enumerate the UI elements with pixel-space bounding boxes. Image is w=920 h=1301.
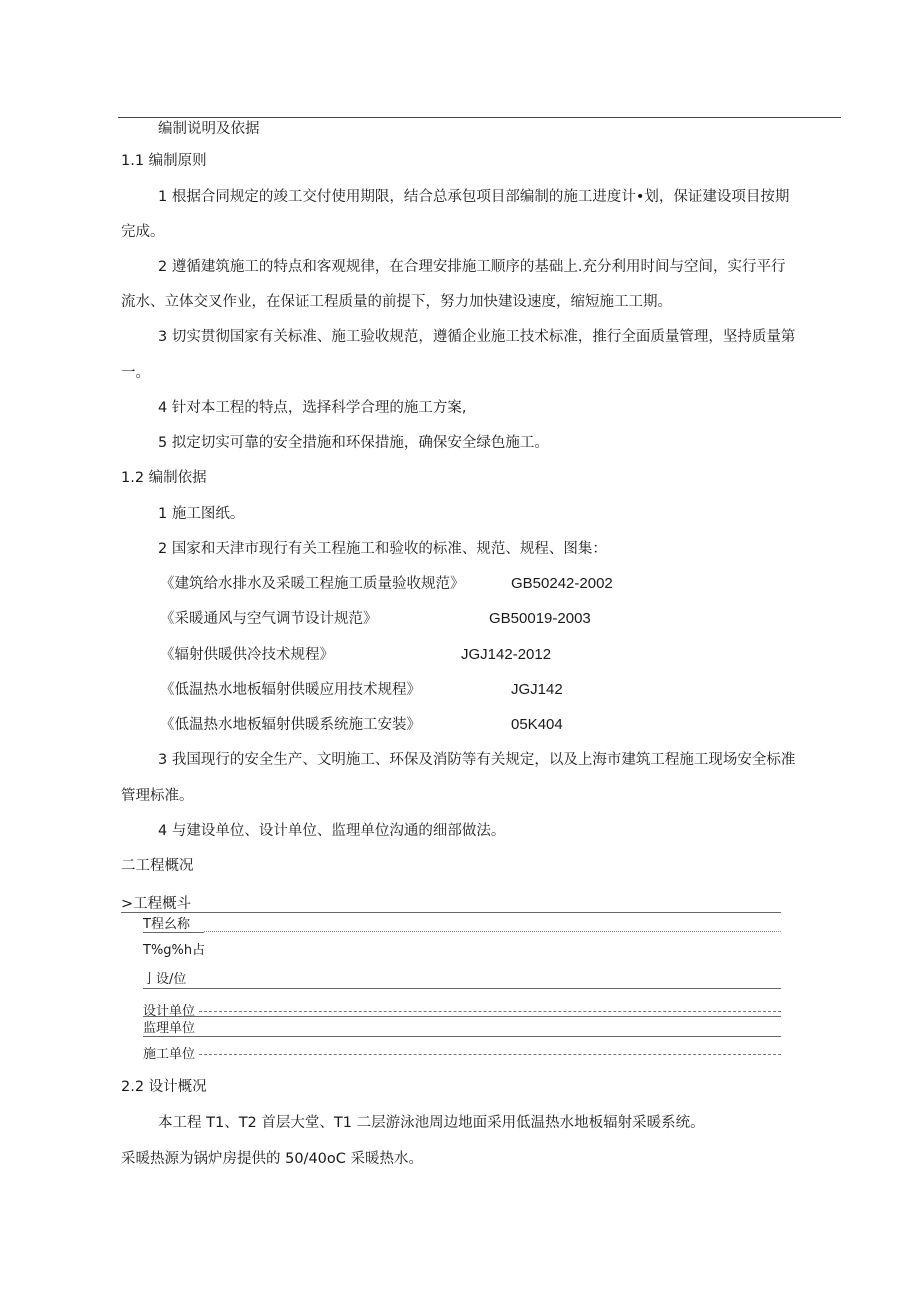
- standard-name: 《辐射供暖供冷技术规程》: [160, 647, 334, 663]
- principle-5: 5 拟定切实可靠的安全措施和环保措施，确保安全绿色施工。: [158, 435, 549, 451]
- standard-code: GB50242-2002: [511, 575, 613, 592]
- section-2-2-title: 2.2 设计概况: [121, 1079, 207, 1095]
- table-rule: [204, 931, 781, 932]
- basis-3-line-1: 3 我国现行的安全生产、文明施工、环保及消防等有关规定，以及上海市建筑工程施工现场安全标准: [158, 752, 796, 768]
- standard-code: JGJ142: [511, 681, 563, 698]
- table-rule: [143, 988, 781, 989]
- overview-table-heading: >工程概斗: [121, 896, 192, 912]
- standard-name: 《低温热水地板辐射供暖系统施工安装》: [160, 717, 421, 733]
- standard-code: JGJ142-2012: [461, 646, 552, 663]
- basis-2: 2 国家和天津市现行有关工程施工和验收的标准、规范、规程、图集：: [158, 541, 607, 557]
- principle-3-line-1: 3 切实贯彻国家有关标准、施工验收规范，遵循企业施工技术标准，推行全面质量管理，坚持质量第: [158, 329, 796, 345]
- standard-code: 05K404: [511, 716, 563, 733]
- header-rule: [118, 117, 841, 118]
- section-2-title: 二工程概况: [121, 858, 194, 874]
- section-1-1-title: 1.1 编制原则: [121, 153, 207, 169]
- design-overview-line-2: 采暖热源为锅炉房提供的 50/40oC 采暖热水。: [121, 1151, 423, 1167]
- table-row-label: T%g%h占: [143, 943, 206, 958]
- table-row-label: 亅设/位: [143, 972, 187, 987]
- principle-2-line-2: 流水、立体交叉作业，在保证工程质量的前提下，努力加快建设速度，缩短施工工期。: [121, 294, 672, 310]
- table-rule: [143, 932, 204, 933]
- principle-2-line-1: 2 遵循建筑施工的特点和客观规律，在合理安排施工顺序的基础上.充分利用时间与空间，实行平行: [158, 259, 786, 275]
- table-row-label: 施工单位: [143, 1047, 196, 1062]
- intro-heading: 编制说明及依据: [158, 121, 260, 137]
- design-overview-line-1: 本工程 T1、T2 首层大堂、T1 二层游泳池周边地面采用低温热水地板辐射采暖系统。: [158, 1115, 705, 1131]
- principle-3-line-2: 一。: [121, 365, 150, 381]
- standard-name: 《低温热水地板辐射供暖应用技术规程》: [160, 682, 421, 698]
- section-1-2-title: 1.2 编制依据: [121, 470, 207, 486]
- standard-code: GB50019-2003: [489, 610, 591, 627]
- table-rule: [143, 1016, 781, 1017]
- table-row-label: 设计单位: [143, 1004, 196, 1019]
- basis-1: 1 施工图纸。: [158, 506, 245, 522]
- table-rule: [199, 1011, 781, 1012]
- principle-1-line-2: 完成。: [121, 224, 165, 240]
- table-row-label: 监理单位: [143, 1021, 196, 1036]
- standard-name: 《采暖通风与空气调节设计规范》: [160, 611, 378, 627]
- table-rule: [143, 1036, 781, 1037]
- basis-4: 4 与建设单位、设计单位、监理单位沟通的细部做法。: [158, 823, 506, 839]
- table-rule: [121, 912, 781, 913]
- principle-4: 4 针对本工程的特点，选择科学合理的施工方案,: [158, 400, 467, 416]
- table-rule: [199, 1054, 781, 1055]
- table-row-label: T程幺称: [143, 917, 190, 932]
- principle-1-line-1: 1 根据合同规定的竣工交付使用期限，结合总承包项目部编制的施工进度计•划，保证建设项目按期: [158, 189, 790, 205]
- standard-name: 《建筑给水排水及采暖工程施工质量验收规范》: [160, 576, 465, 592]
- basis-3-line-2: 管理标准。: [121, 788, 194, 804]
